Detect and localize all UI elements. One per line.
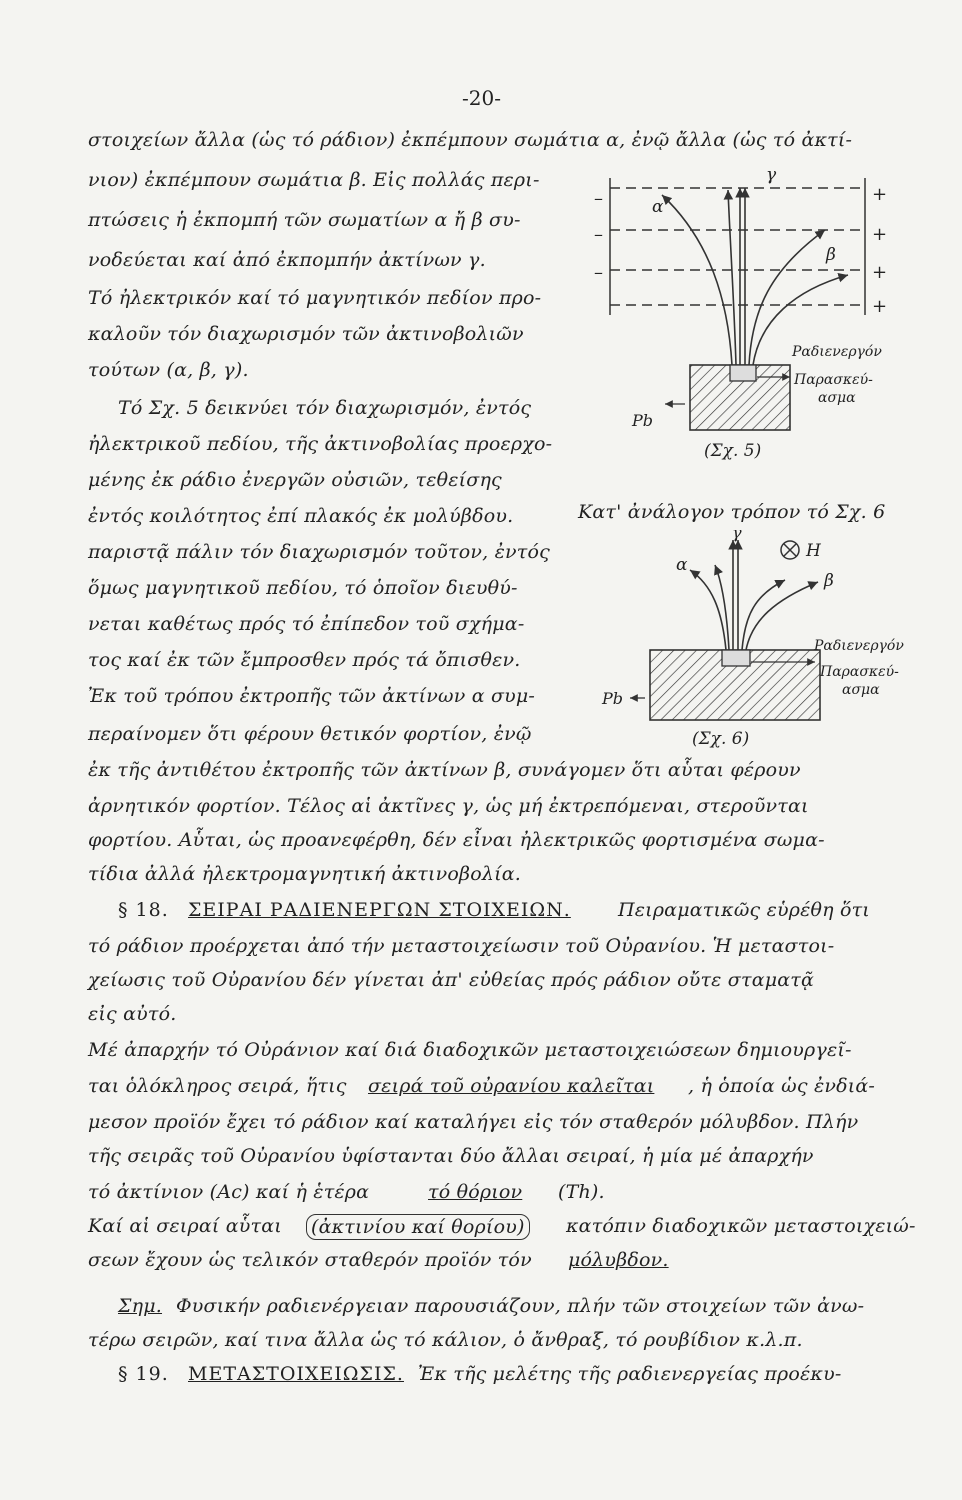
figure-5 <box>580 160 920 470</box>
plus-sign: + <box>872 184 888 205</box>
text-line: μένης ἐκ ράδιο ἐνεργῶν οὐσιῶν, τεθείσης <box>88 469 502 491</box>
text-line: τίδια ἀλλά ἠλεκτρομαγνητική ἀκτινοβολία. <box>88 863 522 885</box>
gamma-label: γ <box>766 165 777 185</box>
text-line: φορτίου. Αὗται, ὡς προανεφέρθη, δέν εἶναι ἠλεκτρικῶς φορτισμένα σωμα- <box>88 829 825 851</box>
text-line: τέρω σειρῶν, καί τινα ἄλλα ὡς τό κάλιον, ὁ ἄνθραξ, τό ρουβίδιον κ.λ.π. <box>88 1329 803 1351</box>
text-line: Ἐκ τοῦ τρόπου ἐκτροπῆς τῶν ἀκτίνων α συμ- <box>88 685 536 707</box>
figure-caption: (Σχ. 5) <box>704 441 762 461</box>
sample-cavity <box>722 650 750 666</box>
figure-caption: (Σχ. 6) <box>692 729 750 749</box>
text-line: ται ὁλόκληρος σειρά, ἥτις <box>88 1075 347 1097</box>
text-line: Μέ ἀπαρχήν τό Οὐράνιον καί διά διαδοχικῶν μεταστοιχειώσεων δημιουργεῖ- <box>88 1039 852 1061</box>
text-line: νιον) ἐκπέμπουν σωμάτια β. Εἰς πολλάς περι- <box>88 169 540 191</box>
thorium-term: τό θόριον <box>428 1181 523 1203</box>
text-line: (Th). <box>558 1181 605 1203</box>
preparation-label: ασμα <box>818 390 856 406</box>
section-19-title: ΜΕΤΑΣΤΟΙΧΕΙΩΣΙΣ. <box>188 1363 404 1385</box>
minus-sign: – <box>594 188 603 209</box>
minus-sign: – <box>594 262 603 283</box>
text-line: , ἡ ὁποία ὡς ἐνδιά- <box>688 1075 876 1097</box>
preparation-label: Παρασκεύ- <box>794 372 873 388</box>
beta-label: β <box>826 245 836 265</box>
figure-6 <box>590 530 930 760</box>
text-line: ἐκ τῆς ἀντιθέτου ἐκτροπῆς τῶν ἀκτίνων β, συνάγομεν ὅτι αὗται φέρουν <box>88 759 801 781</box>
section-18-number: § 18. <box>118 899 169 921</box>
text-line: Καί αἱ σειραί αὗται <box>88 1215 282 1237</box>
text-line: ἀρνητικόν φορτίον. Τέλος αἱ ἀκτῖνες γ, ὡς μή ἐκτρεπόμεναι, στεροῦνται <box>88 795 809 817</box>
text-line: τό ἀκτίνιον (Ac) καί ἡ ἑτέρα <box>88 1181 370 1203</box>
text-line: νεται καθέτως πρός τό ἐπίπεδον τοῦ σχήμα- <box>88 613 525 635</box>
gamma-label: γ <box>732 530 742 542</box>
text-line: κατόπιν διαδοχικῶν μεταστοιχειώ- <box>566 1215 916 1237</box>
beta-ray <box>746 582 818 650</box>
text-line: Κατ' ἀνάλογον τρόπον τό Σχ. 6 <box>578 501 886 523</box>
plus-sign: + <box>872 224 888 245</box>
text-line: ἠλεκτρικοῦ πεδίου, τῆς ἀκτινοβολίας προερχο- <box>88 433 553 455</box>
text-line: περαίνομεν ὅτι φέρουν θετικόν φορτίον, ἐνῷ <box>88 723 532 745</box>
text-line: μεσον προϊόν ἔχει τό ράδιον καί καταλήγει εἰς τόν σταθερόν μόλυβδον. Πλήν <box>88 1111 859 1133</box>
plus-sign: + <box>872 296 888 317</box>
plus-sign: + <box>872 262 888 283</box>
text-line: τος καί ἐκ τῶν ἔμπροσθεν πρός τά ὄπισθεν. <box>88 649 521 671</box>
text-line: πτώσεις ἡ ἐκπομπή τῶν σωματίων α ἤ β συ- <box>88 209 521 231</box>
text-line: καλοῦν τόν διαχωρισμόν τῶν ἀκτινοβολιῶν <box>88 323 524 345</box>
lead-term: μόλυβδον. <box>568 1249 669 1271</box>
text-line: Τό Σχ. 5 δεικνύει τόν διαχωρισμόν, ἐντός <box>118 397 532 419</box>
text-line: τούτων (α, β, γ). <box>88 359 249 381</box>
text-line: ἐντός κοιλότητος ἐπί πλακός ἐκ μολύβδου. <box>88 505 514 527</box>
section-18-title: ΣΕΙΡΑΙ ΡΑΔΙΕΝΕΡΓΩΝ ΣΤΟΙΧΕΙΩΝ. <box>188 899 571 921</box>
text-line: σεων ἔχουν ὡς τελικόν σταθερόν προϊόν τόν <box>88 1249 532 1271</box>
text-line: στοιχείων ἄλλα (ὡς τό ράδιον) ἐκπέμπουν σωμάτια α, ἐνῷ ἄλλα (ὡς τό ἀκτί- <box>88 129 853 151</box>
text-line: τῆς σειρᾶς τοῦ Οὐρανίου ὑφίστανται δύο ἄλλαι σειραί, ἡ μία μέ ἀπαρχήν <box>88 1145 814 1167</box>
magnetic-field-label: H <box>806 541 821 561</box>
text-line: χείωσις τοῦ Οὐρανίου δέν γίνεται ἀπ' εὐθείας πρός ράδιον οὔτε σταματᾷ <box>88 969 815 991</box>
beta-label: β <box>824 571 834 591</box>
text-line: Ἐκ τῆς μελέτης τῆς ραδιενεργείας προέκυ- <box>418 1363 842 1385</box>
sample-cavity <box>730 365 756 381</box>
radioactive-label: Ραδιενεργόν <box>792 344 882 360</box>
note-label: Σημ. <box>118 1295 163 1317</box>
pb-label: Pb <box>632 411 654 430</box>
text-line: Φυσικήν ραδιενέργειαν παρουσιάζουν, πλήν τῶν στοιχείων τῶν ἀνω- <box>176 1295 865 1317</box>
page-number: -20- <box>462 86 501 110</box>
section-19-number: § 19. <box>118 1363 169 1385</box>
radioactive-label: Ραδιενεργόν <box>814 638 904 654</box>
text-line: νοδεύεται καί ἀπό ἐκπομπήν ἀκτίνων γ. <box>88 249 486 271</box>
preparation-label: ασμα <box>842 682 880 698</box>
text-line: εἰς αὐτό. <box>88 1003 177 1025</box>
uranium-series-term: σειρά τοῦ οὐρανίου καλεῖται <box>368 1075 655 1097</box>
minus-sign: – <box>594 224 603 245</box>
text-line: Πειραματικῶς εὑρέθη ὅτι <box>618 899 870 921</box>
text-line: Τό ἠλεκτρικόν καί τό μαγνητικόν πεδίον προ- <box>88 287 542 309</box>
text-line: τό ράδιον προέρχεται ἀπό τήν μεταστοιχείωσιν τοῦ Οὐρανίου. Ἡ μεταστοι- <box>88 935 835 957</box>
text-line: παριστᾷ πάλιν τόν διαχωρισμόν τοῦτον, ἐντός <box>88 541 550 563</box>
alpha-label: α <box>676 555 688 575</box>
alpha-label: α <box>652 197 664 217</box>
preparation-label: Παρασκεύ- <box>820 664 899 680</box>
pb-label: Pb <box>602 689 624 708</box>
actinium-thorium-term: (ἀκτινίου καί θορίου) <box>306 1214 530 1240</box>
alpha-ray <box>662 195 732 365</box>
text-line: ὅμως μαγνητικοῦ πεδίου, τό ὁποῖον διευθύ- <box>88 577 518 599</box>
